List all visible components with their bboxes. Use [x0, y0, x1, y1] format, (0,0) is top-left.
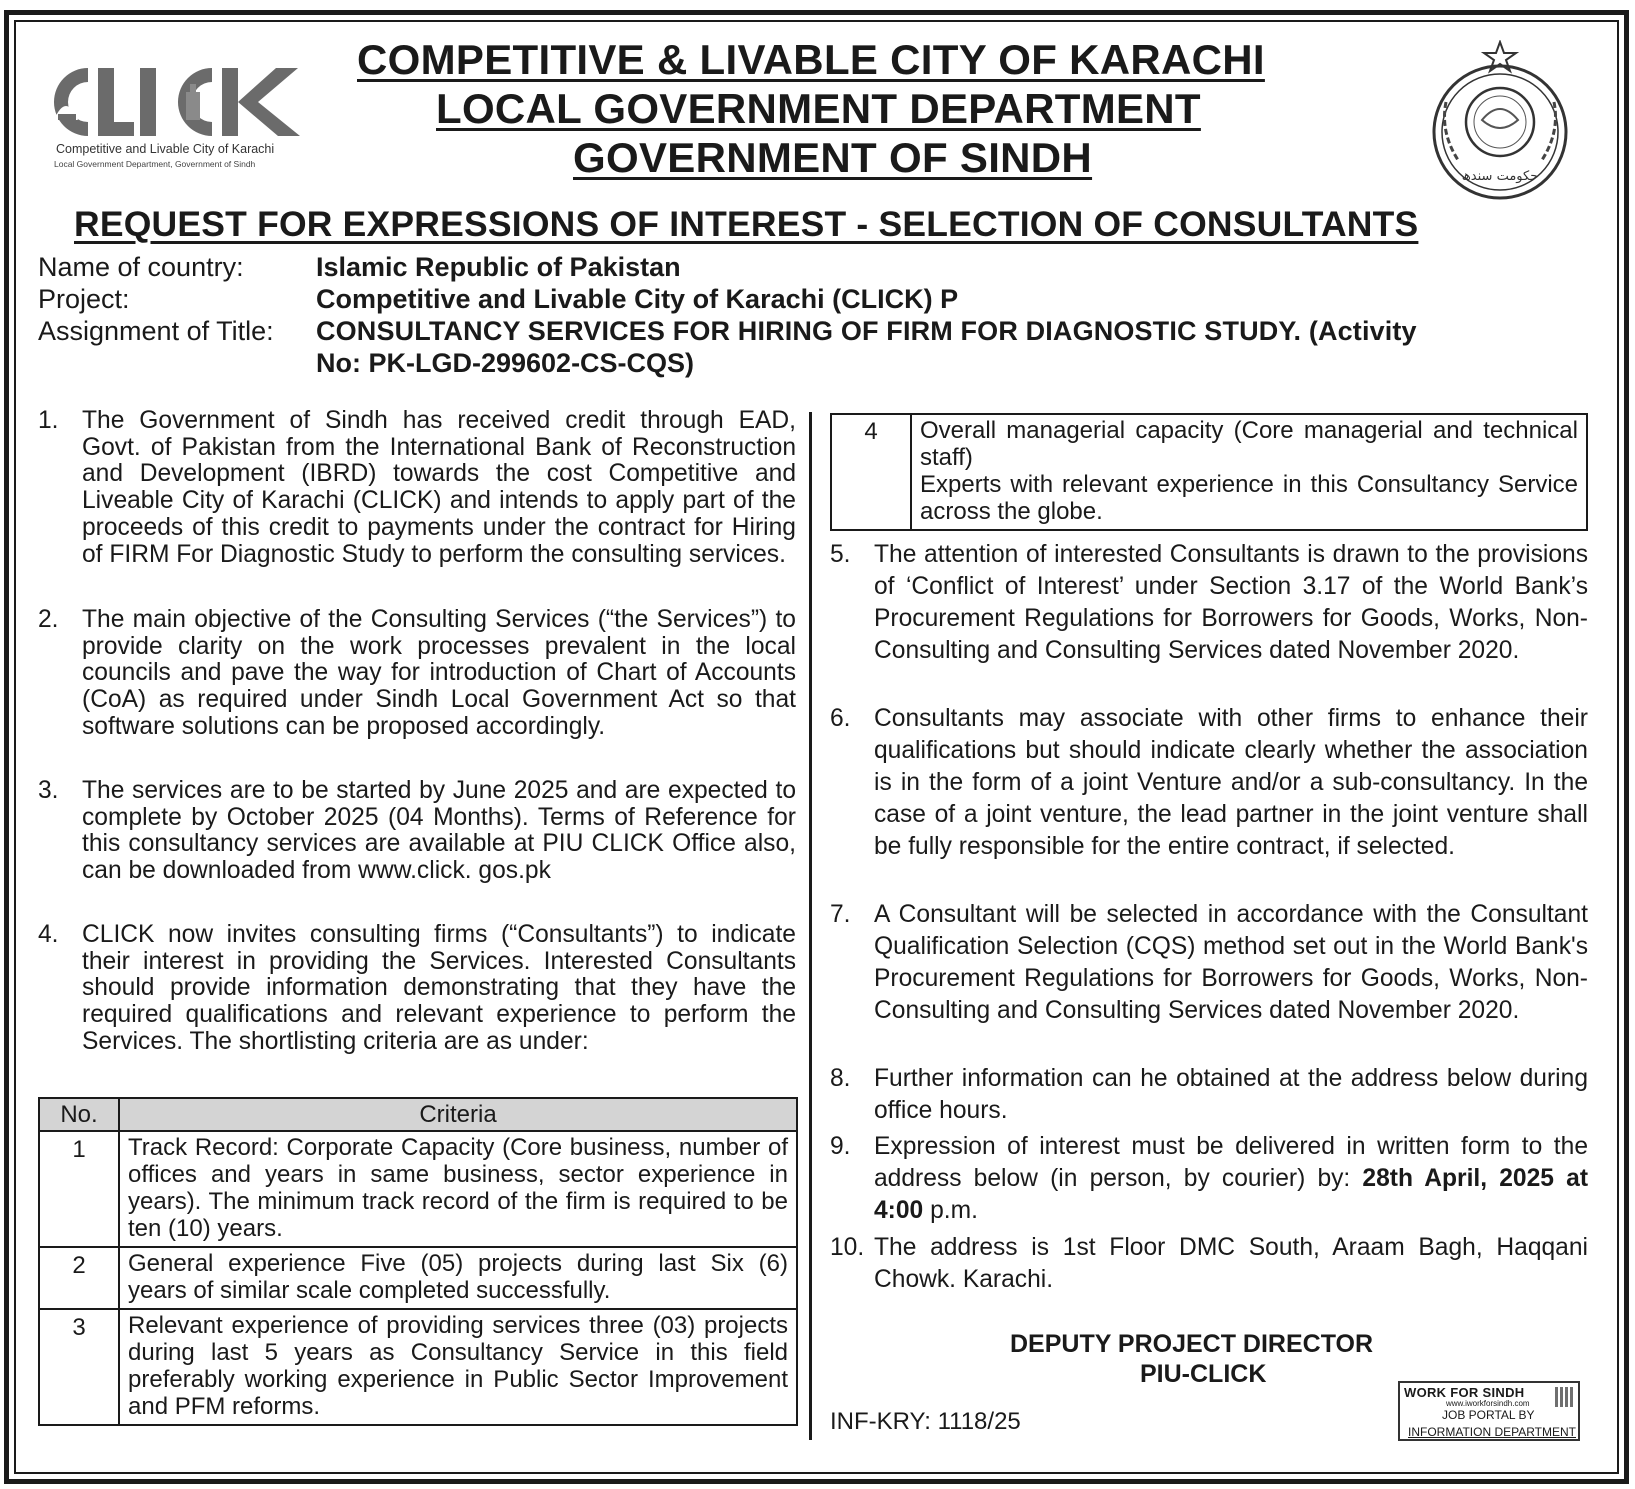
para-8: Further information can he obtained at the address below during office hours.: [874, 1065, 1588, 1124]
table-header-row: [39, 1098, 797, 1131]
logo-subline: Local Government Department, Government of Sindh: [54, 159, 256, 169]
row-criteria: General experience Five (05) projects during last Six (6) years of similar scale completed successfully.: [119, 1247, 797, 1309]
document-title: REQUEST FOR EXPRESSIONS OF INTEREST - SELECTION OF CONSULTANTS: [74, 204, 1419, 244]
signatory-unit: PIU-CLICK: [1140, 1360, 1267, 1388]
row-criteria: Relevant experience of providing services three (03) projects during last 5 years as Consultancy Service in this field preferably working experience in Public Sector Improvement and PFM reforms.: [119, 1309, 797, 1425]
para-number: 10.: [830, 1234, 865, 1261]
para-number: 5.: [830, 541, 851, 568]
header-no: No.: [39, 1098, 119, 1131]
row-number: 1: [39, 1131, 119, 1247]
row-criteria-part2: Experts with relevant experience in this Consultancy Service across the globe.: [920, 471, 1578, 525]
header-line-2: LOCAL GOVERNMENT DEPARTMENT: [436, 85, 1201, 132]
para-9-suffix: p.m.: [923, 1197, 978, 1224]
signatory-title: DEPUTY PROJECT DIRECTOR: [1010, 1330, 1374, 1358]
para-1: The Government of Sindh has received credit through EAD, Govt. of Pakistan from the International Bank of Reconstruction and Development (IBRD) towards the cost Competitive and Liveable City of Karachi (CLICK) and intends to apply part of the proceeds of this credit to payments under the contract for Hiring of FIRM For Diagnostic Study to perform the consulting services.: [82, 407, 796, 568]
column-divider: [809, 412, 812, 1440]
para-5: The attention of interested Consultants is drawn to the provisions of ‘Conflict of Interest’ under Section 3.17 of the World Bank’s Procurement Regulations for Borrowers for Goods, Works, Non-Consulting and Consulting Services dated November 2020.: [874, 541, 1588, 664]
header-line-1: COMPETITIVE & LIVABLE CITY OF KARACHI: [357, 36, 1265, 83]
table-row: [39, 1131, 797, 1247]
assignment-label: Assignment of Title:: [38, 316, 274, 346]
para-number: 7.: [830, 901, 851, 928]
para-6: Consultants may associate with other firms to enhance their qualifications but should indicate clearly whether the association is in the form of a joint Venture and/or a sub-consultancy. In the case of a joint venture, the lead partner in the joint venture shall be fully responsible for the entire contract, if selected.: [874, 705, 1588, 860]
row-criteria: Track Record: Corporate Capacity (Core business, number of offices and years in same business, sector experience in years). The minimum track record of the firm is required to be ten (10) years.: [119, 1131, 797, 1247]
assignment-value-line1: CONSULTANCY SERVICES FOR HIRING OF FIRM FOR DIAGNOSTIC STUDY. (Activity: [316, 316, 1417, 346]
header-line-3: GOVERNMENT OF SINDH: [573, 134, 1093, 181]
criteria-table: [38, 1097, 798, 1426]
project-value: Competitive and Livable City of Karachi (CLICK) P: [316, 284, 959, 314]
assignment-value-line2: No: PK-LGD-299602-CS-CQS): [316, 348, 695, 378]
seal-caption: حکومت سندھ: [1461, 169, 1539, 184]
para-number: 8.: [830, 1065, 851, 1092]
table-row: [831, 414, 1587, 530]
qr-code-icon: [1555, 1387, 1575, 1407]
para-number: 1.: [38, 407, 59, 434]
header-criteria: Criteria: [119, 1098, 797, 1131]
para-number: 9.: [830, 1133, 851, 1160]
para-9: [874, 1131, 1588, 1227]
project-label: Project:: [38, 284, 130, 314]
para-7: A Consultant will be selected in accordance with the Consultant Qualification Selection (CQS) method set out in the World Bank's Procurement Regulations for Borrowers for Goods, Works, Non-Consulting and Consulting Services dated November 2020.: [874, 901, 1588, 1024]
stamp-line3: JOB PORTAL BY: [1442, 1408, 1535, 1422]
table-row: [39, 1309, 797, 1425]
criteria-table-continued: [830, 413, 1588, 531]
reference-number: INF-KRY: 1118/25: [830, 1408, 1021, 1435]
country-value: Islamic Republic of Pakistan: [316, 252, 681, 282]
click-logo: [36, 62, 316, 174]
stamp-line2: www.iworkforsindh.com: [1446, 1399, 1530, 1408]
row-number: 2: [39, 1247, 119, 1309]
sindh-government-seal-icon: [1418, 40, 1582, 202]
row-criteria: [911, 414, 1587, 530]
para-9-deadline: 28th April, 2025 at 4:00: [874, 1165, 1589, 1224]
job-portal-stamp: [1398, 1381, 1580, 1441]
logo-tagline: Competitive and Livable City of Karachi: [56, 142, 275, 156]
para-number: 3.: [38, 777, 59, 804]
para-4: CLICK now invites consulting firms (“Consultants”) to indicate their interest in providing the Services. Interested Consultants should provide information demonstrating that they have the required qualifications and relevant experience to perform the Services. The shortlisting criteria are as under:: [82, 921, 796, 1055]
para-number: 6.: [830, 705, 851, 732]
row-number: 4: [831, 414, 911, 530]
table-row: [39, 1247, 797, 1309]
row-criteria-part1: Overall managerial capacity (Core managerial and technical staff): [920, 417, 1578, 471]
row-number: 3: [39, 1309, 119, 1425]
stamp-line1: WORK FOR SINDH: [1404, 1385, 1525, 1400]
stamp-line4: INFORMATION DEPARTMENT: [1408, 1425, 1576, 1439]
click-wordmark-icon: [36, 62, 316, 142]
para-number: 2.: [38, 606, 59, 633]
para-number: 4.: [38, 921, 59, 948]
para-3: The services are to be started by June 2025 and are expected to complete by October 2025 (04 Months). Terms of Reference for this consultancy services are available at PIU CLICK Office also, can be downloaded from www.click. gos.pk: [82, 777, 796, 885]
para-2: The main objective of the Consulting Services (“the Services”) to provide clarity on the work processes prevalent in the local councils and pave the way for introduction of Chart of Accounts (CoA) as required under Sindh Local Government Act so that software solutions can be proposed accordingly.: [82, 606, 796, 740]
para-10: The address is 1st Floor DMC South, Araam Bagh, Haqqani Chowk. Karachi.: [874, 1234, 1588, 1293]
country-label: Name of country:: [38, 252, 244, 282]
para-9-text: Expression of interest must be delivered in written form to the address below (in person, by courier) by:: [874, 1133, 1588, 1192]
